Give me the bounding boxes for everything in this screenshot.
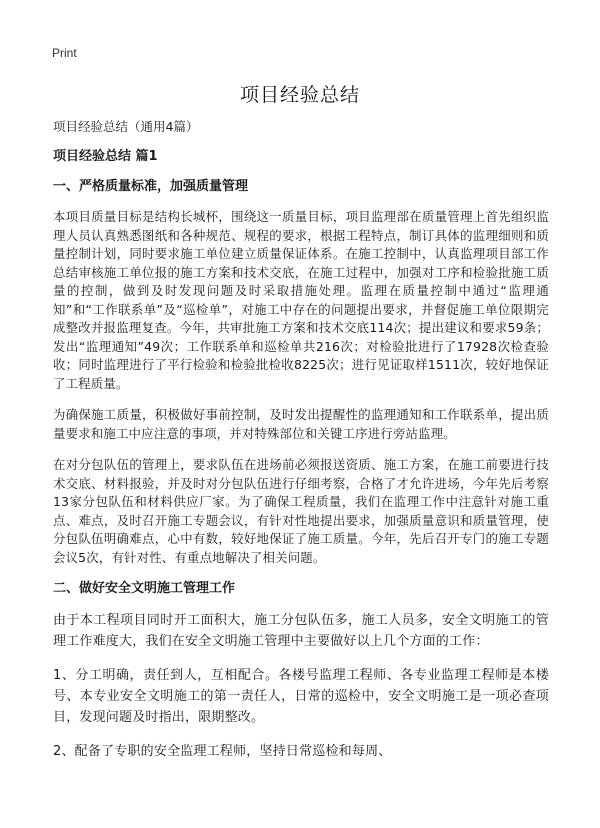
paragraph: 2、配备了专职的安全监理工程师，坚持日常巡检和每周、 [53, 744, 392, 759]
document-body [53, 118, 549, 775]
paragraph: 1、分工明确，责任到人，互相配合。各楼号监理工程师、各专业监理工程师是本楼号、本专业安全文明施工的第一责任人，日常的巡检中，安全文明施工是一项必查项目，发现问题及时指出，限期整改。 [53, 668, 549, 725]
paragraph: 本项目质量目标是结构长城杯，围绕这一质量目标，项目监理部在质量管理上首先组织监理人员认真熟悉图纸和各种规范、规程的要求，根据工程特点，制订具体的监理细则和质量控制计划，同时要求施工单位建立质量保证体系。在施工控制中，认真监理项目部工作总结审核施工单位报的施工方案和技术交底，在施工过程中，加强对工序和检验批施工质量的控制，做到及时发现问题及时采取措施处理。监理在质量控制中通过“监理通知”和“工作联系单”及“巡检单”，对施工中存在的问题提出要求，并督促施工单位限期完成整改并报监理复查。今年，共审批施工方案和技术交底114次；提出建议和要求59条；发出“监理通知”49次；工作联系单和巡检单共216次；对检验批进行了17928次检查验收；同时监理进行了平行检验和检验批检收8225次；进行见证取样1511次，较好地保证了工程质量。 [53, 209, 549, 391]
section-heading-quality: 一、严格质量标准，加强质量管理 [53, 179, 249, 194]
paragraph: 由于本工程项目同时开工面积大，施工分包队伍多，施工人员多，安全文明施工的管理工作难度大，我们在安全文明施工管理中主要做好以上几个方面的工作： [53, 613, 549, 649]
paragraph: 为确保施工质量，积极做好事前控制，及时发出提醒性的监理通知和工作联系单，提出质量要求和施工中应注意的事项，并对特殊部位和关键工序进行旁站监理。 [53, 407, 549, 441]
document-subtitle: 项目经验总结（通用4篇） [53, 119, 199, 134]
document-title: 项目经验总结 [239, 84, 360, 106]
paragraph: 在对分包队伍的管理上，要求队伍在进场前必须报送资质、施工方案，在施工前要进行技术交底、材料报验，并及时对分包队伍进行仔细考察，合格了才允许进场，今年先后考察13家分包队伍和材料供应厂家。为了确保工程质量，我们在监理工作中注意针对施工重点、难点，及时召开施工专题会议，有针对性地提出要求，加强质量意识和质量管理，使分包队伍明确难点，心中有数，较好地保证了施工质量。今年，先后召开专门的施工专题会议5次，有针对性、有重点地解决了相关问题。 [53, 457, 549, 565]
print-link[interactable]: Print [52, 46, 77, 60]
article-heading: 项目经验总结 篇1 [53, 149, 158, 164]
section-heading-safety: 二、做好安全文明施工管理工作 [53, 581, 236, 596]
